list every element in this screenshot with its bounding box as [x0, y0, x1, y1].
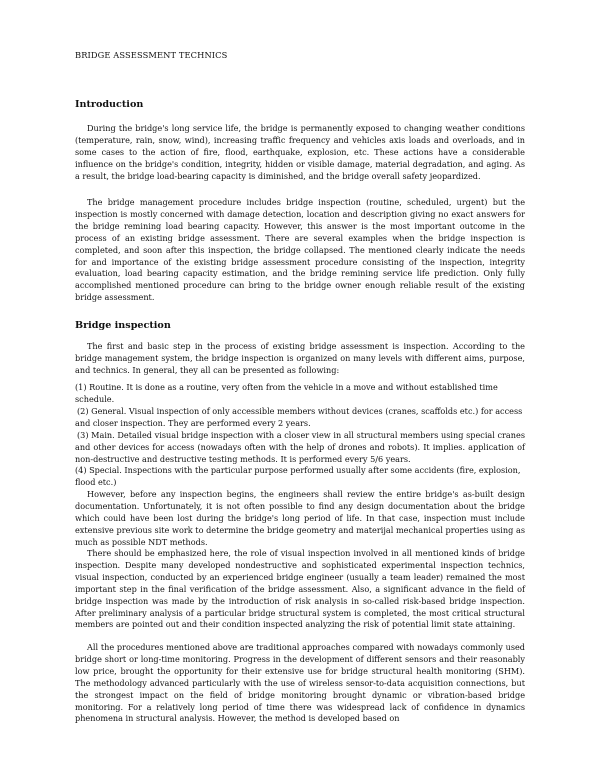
list-item-routine: (1) Routine. It is done as a routine, very often from the vehicle in a move and without established time schedule.: [75, 382, 498, 404]
section-heading-introduction: Introduction: [75, 99, 144, 110]
visual-inspection-paragraph: There should be emphasized here, the role of visual inspection involved in all mentioned kinds of bridge inspection. Despite many developed nondestructive and sophisticated experimental inspection technics, visual inspection, conducted by an experienced bridge engineer (usually a team leader) remained the most important step in the final verification of the bridge assessment. Also, a significant advance in the field of bridge inspection was made by the introduction of risk analysis in so-called risk-based bridge inspection. After preliminary analysis of a particular bridge structural system is completed, the most critical structural members are pointed out and their condition inspected analyzing the risk of potential limit state attaining.: [75, 548, 525, 630]
inspection-intro-paragraph: The first and basic step in the process of existing bridge assessment is inspection. According to the bridge management system, the bridge inspection is organized on many levels with different aims, purpose, and technics. In general, they all can be presented as following:: [75, 341, 525, 375]
running-title: BRIDGE ASSESSMENT TECHNICS: [75, 50, 228, 60]
list-item-general: (2) General. Visual inspection of only accessible members without devices (cranes, scaffolds etc.) for access and closer inspection. They are performed every 2 years.: [75, 406, 523, 428]
list-item-main: (3) Main. Detailed visual bridge inspection with a closer view in all structural members using special cranes and other devices for access (nowadays often with the help of drones and robots). It implies. application of non-destructive and destructive testing methods. It is performed every 5/6 years.: [75, 430, 525, 464]
intro-paragraph-1: During the bridge's long service life, the bridge is permanently exposed to changing weather conditions (temperature, rain, snow, wind), increasing traffic frequency and vehicles axis loads and overloads, and in some cases to the action of fire, flood, earthquake, explosion, etc. These actions have a considerable influence on the bridge's condition, integrity, hidden or visible damage, material degradation, and aging. As a result, the bridge load-bearing capacity is diminished, and the bridge overall safety jeopardized.: [75, 123, 525, 181]
design-documentation-paragraph: However, before any inspection begins, the engineers shall review the entire bridge's as-built design documentation. Unfortunately, it is not often possible to find any design documentation about the bridge which could have been lost during the bridge's long period of life. In that case, inspection must include extensive previous site work to determine the bridge geometry and materijal mechanical properties using as much as possible NDT methods.: [75, 489, 525, 547]
intro-paragraph-2: The bridge management procedure includes bridge inspection (routine, scheduled, urgent) but the inspection is mostly concerned with damage detection, location and description giving no exact answers for the bridge remining load bearing capacity. However, this answer is the most important outcome in the process of an existing bridge assessment. There are several examples when the bridge inspection is completed, and soon after this inspection, the bridge collapsed. The mentioned clearly indicate the needs for and importance of the existing bridge assessment procedure consisting of the inspection, integrity evaluation, load bearing capacity estimation, and the bridge remining service life prediction. Only fully accomplished mentioned procedure can bring to the bridge owner enough reliable result of the existing bridge assessment.: [75, 197, 525, 303]
list-item-special: (4) Special. Inspections with the particular purpose performed usually after some accidents (fire, explosion, flood etc.): [75, 465, 521, 487]
monitoring-paragraph: All the procedures mentioned above are traditional approaches compared with nowadays commonly used bridge short or long-time monitoring. Progress in the development of different sensors and their reasonably low price, brought the opportunity for their extensive use for bridge structural health monitoring (SHM). The methodology advanced particularly with the use of wireless sensor-to-data acquisition connections, but the strongest impact on the field of bridge monitoring brought dynamic or vibration-based bridge monitoring. For a relatively long period of time there was widespread lack of confidence in dynamics phenomena in structural analysis. However, the method is developed based on: [75, 642, 525, 724]
section-heading-bridge-inspection: Bridge inspection: [75, 320, 171, 331]
